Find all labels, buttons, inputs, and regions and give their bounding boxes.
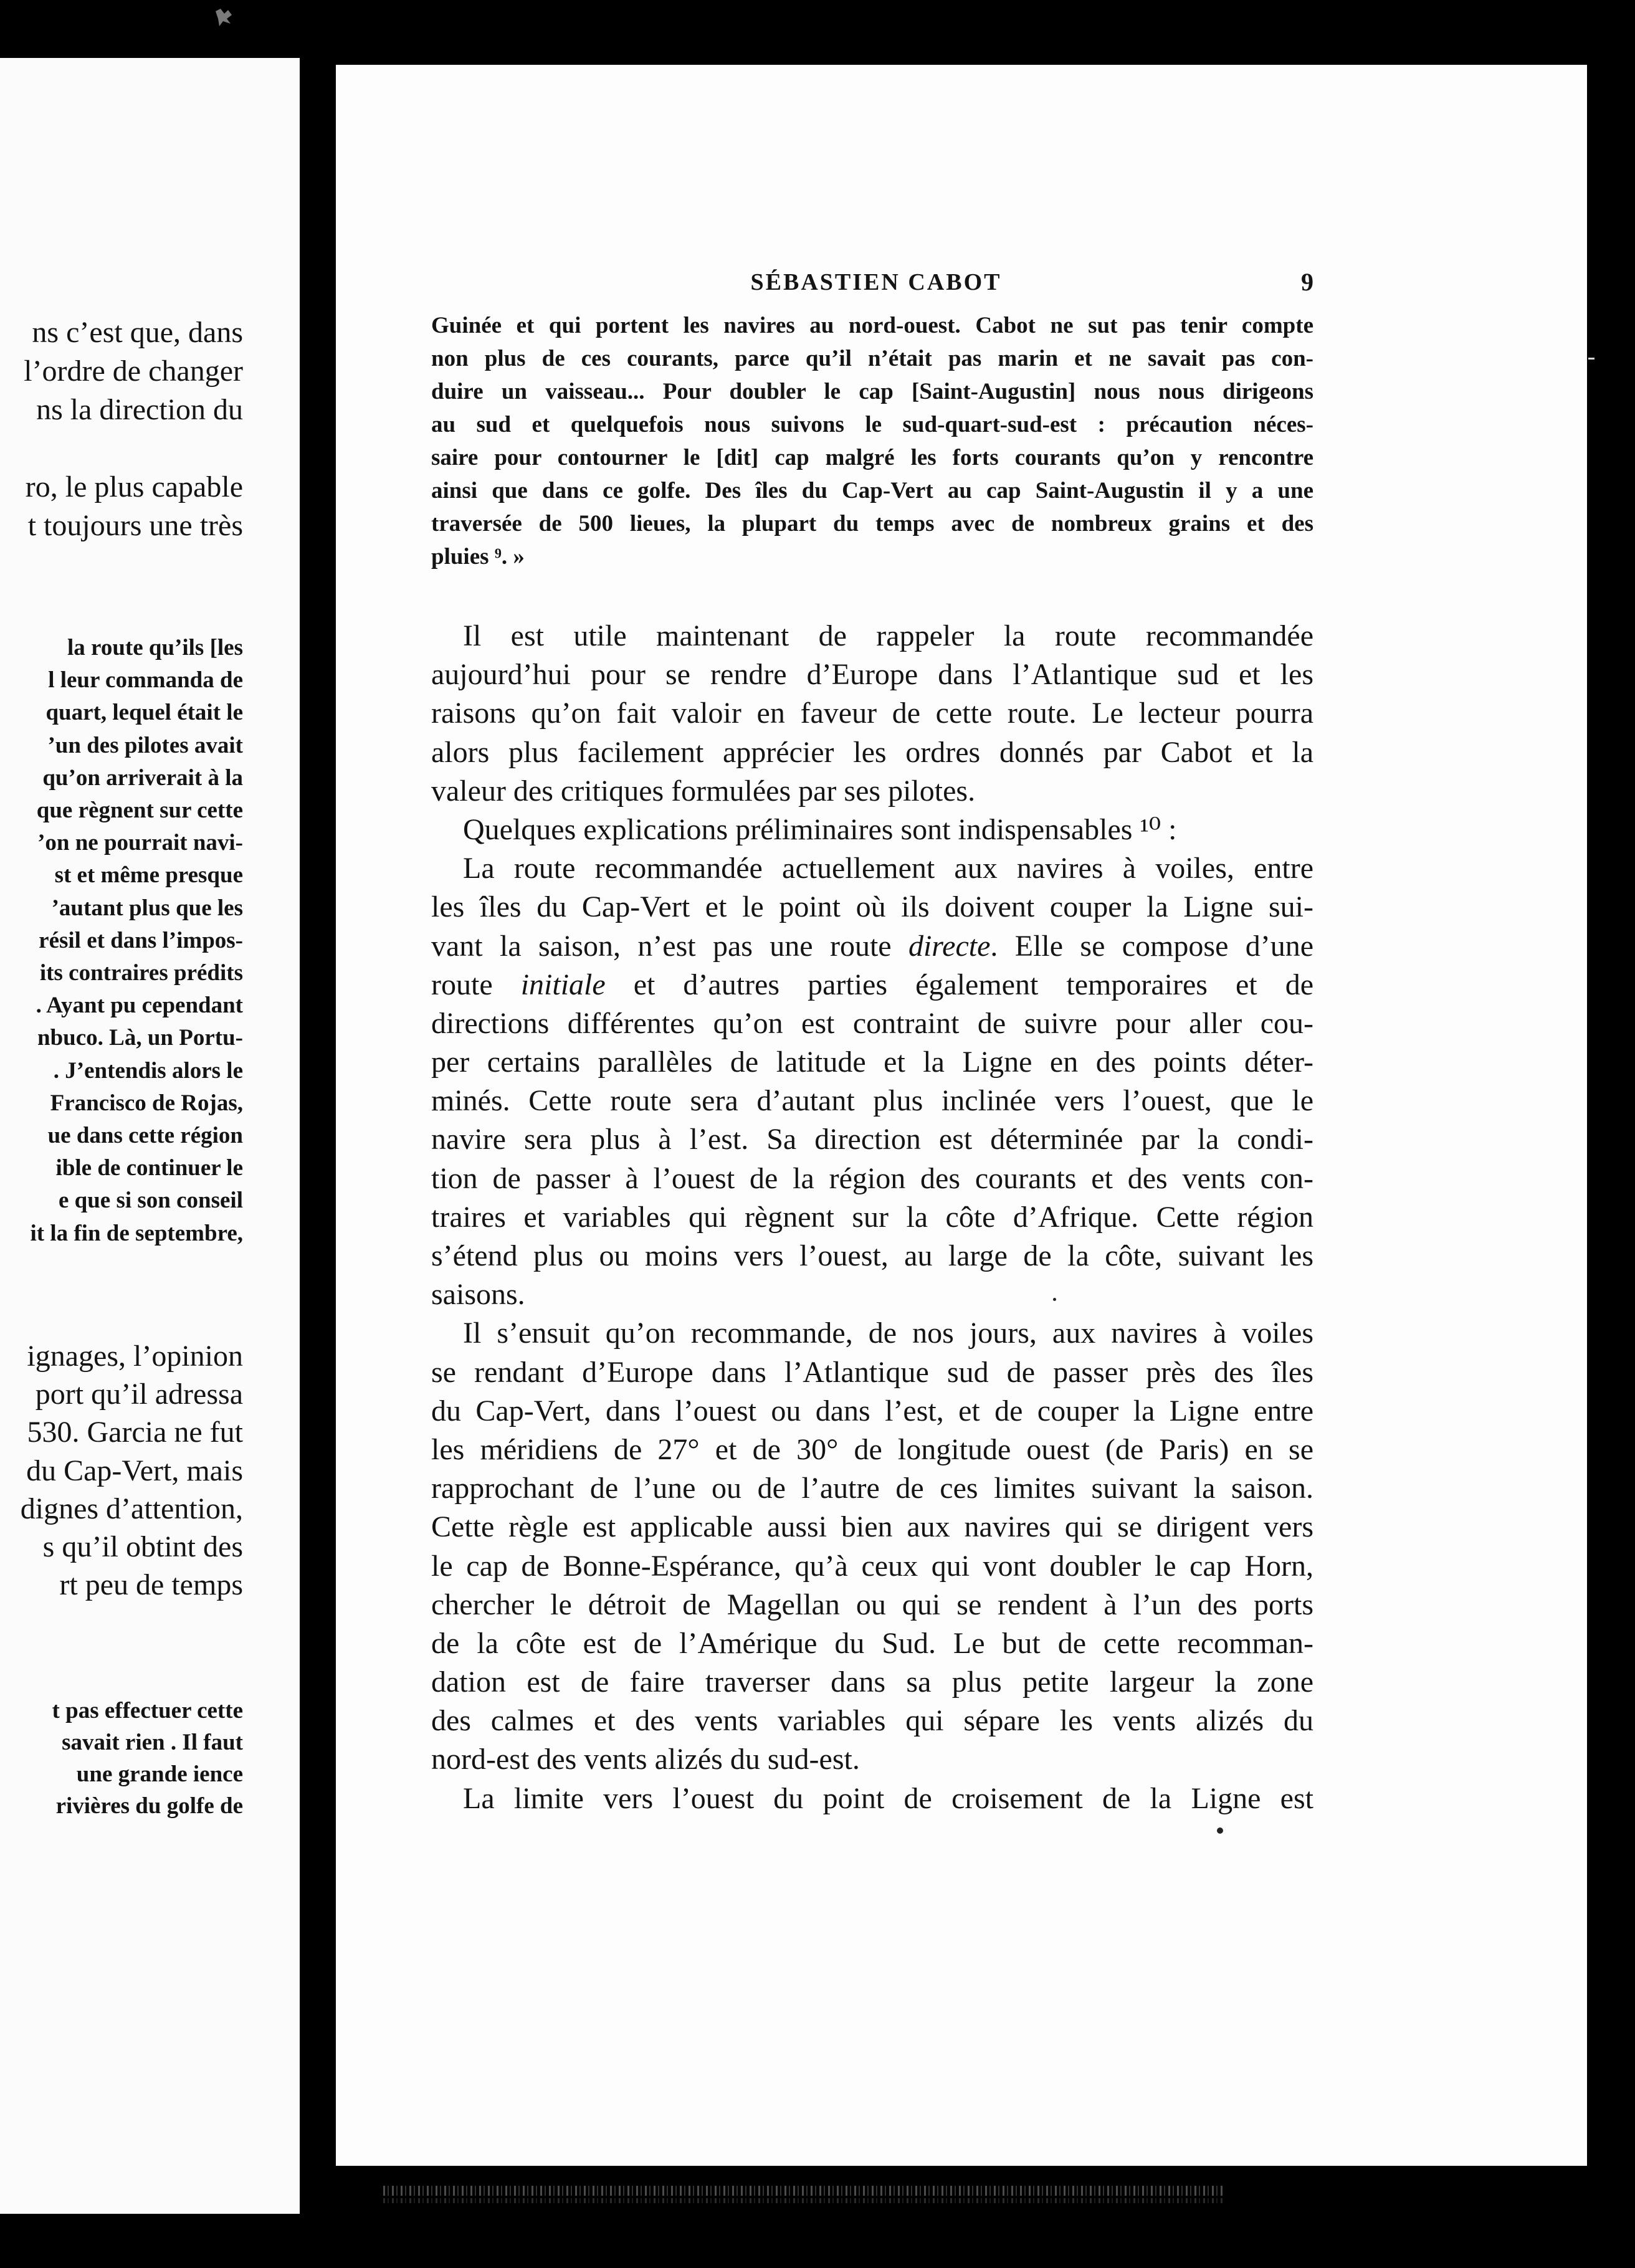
fragment-line: s qu’il obtint des <box>42 1530 243 1564</box>
fragment-line: ns c’est que, dans <box>32 316 243 349</box>
footnote-line: duire un vaisseau... Pour doubler le cap [Saint-Augustin] nous nous dirigeons <box>431 379 1313 404</box>
fragment-line: . Ayant pu cependant <box>36 993 243 1019</box>
text-line: traires et variables qui règnent sur la côte d’Afrique. Cette région <box>431 1200 1313 1234</box>
text-line: dation est de faire traverser dans sa plus petite largeur la zone <box>431 1665 1313 1699</box>
fragment-line: ns la direction du <box>36 393 243 426</box>
text-run: vant la saison, n’est pas une route <box>431 929 908 963</box>
text-run: route <box>431 968 521 1001</box>
ink-speck <box>1217 1827 1223 1834</box>
fragment-line: ro, le plus capable <box>25 470 243 503</box>
text-run: . Elle se compose d’une <box>990 929 1313 963</box>
right-page <box>336 65 1587 2166</box>
footnote-continuation <box>431 309 1313 573</box>
fragment-line: its contraires prédits <box>39 960 243 986</box>
text-line: alors plus facilement apprécier les ordres donnés par Cabot et la <box>431 735 1313 769</box>
text-line: per certains parallèles de latitude et la Ligne en des points déter- <box>431 1046 1313 1079</box>
text-line: s’étend plus ou moins vers l’ouest, au large de la côte, suivant les <box>431 1239 1313 1272</box>
fragment-line: t pas effectuer cette <box>52 1698 243 1723</box>
text-line: Il est utile maintenant de rappeler la route recommandée <box>463 619 1313 652</box>
text-line: rapprochant de l’une ou de l’autre de ces limites suivant la saison. <box>431 1472 1313 1505</box>
text-line: La limite vers l’ouest du point de croisement de la Ligne est <box>463 1781 1313 1815</box>
fragment-line: dignes d’attention, <box>20 1492 243 1525</box>
page-number: 9 <box>1301 268 1313 296</box>
paragraph <box>431 811 1313 849</box>
text-line: du Cap-Vert, dans l’ouest ou dans l’est, et de couper la Ligne entre <box>431 1394 1313 1427</box>
fragment-line: ible de continuer le <box>55 1155 243 1181</box>
fragment-line: 530. Garcia ne fut <box>27 1416 243 1449</box>
text-line: tion de passer à l’ouest de la région des courants et des vents con- <box>431 1161 1313 1195</box>
footnote-line: ainsi que dans ce golfe. Des îles du Cap-Vert au cap Saint-Augustin il y a une <box>431 478 1313 503</box>
fragment-line: ue dans cette région <box>47 1123 243 1149</box>
fragment-line: qu’on arriverait à la <box>42 765 243 791</box>
scan-noise <box>383 2198 1223 2203</box>
fragment-line: rt peu de temps <box>59 1568 243 1602</box>
left-page-body-text <box>0 1337 243 1604</box>
text-line: navire sera plus à l’est. Sa direction est déterminée par la condi- <box>431 1123 1313 1156</box>
text-line: valeur des critiques formulées par ses pilotes. <box>431 774 976 808</box>
text-line <box>431 927 1313 966</box>
running-head-title: SÉBASTIEN CABOT <box>750 269 1002 295</box>
fragment-line: du Cap-Vert, mais <box>26 1454 243 1487</box>
paragraph <box>431 849 1313 1314</box>
fragment-line: ’un des pilotes avait <box>47 732 243 758</box>
fragment-line: port qu’il adressa <box>35 1378 243 1411</box>
fragment-line: la route qu’ils [les <box>67 635 243 660</box>
fragment-line: l leur commanda de <box>48 667 243 693</box>
footnote-line: non plus de ces courants, parce qu’il n’était pas marin et ne savait pas con- <box>431 346 1313 371</box>
text-line: minés. Cette route sera d’autant plus inclinée vers l’ouest, que le <box>431 1084 1313 1118</box>
fragment-line: t toujours une très <box>27 509 243 542</box>
fragment-line: savait rien . Il faut <box>62 1730 243 1755</box>
text-line: La route recommandée actuellement aux navires à voiles, entre <box>463 852 1313 885</box>
text-line: les îles du Cap-Vert et le point où ils doivent couper la Ligne sui- <box>431 890 1313 924</box>
fragment-line: rivières du golfe de <box>55 1793 243 1819</box>
left-page-body-text <box>0 468 243 545</box>
text-line: Il s’ensuit qu’on recommande, de nos jours, aux navires à voiles <box>463 1317 1313 1350</box>
fragment-line: résil et dans l’impos- <box>39 927 243 953</box>
fragment-line: e que si son conseil <box>58 1188 243 1214</box>
text-line: se rendant d’Europe dans l’Atlantique sud de passer près des îles <box>431 1355 1313 1389</box>
italic-text-run: directe <box>908 929 991 963</box>
fragment-line: Francisco de Rojas, <box>50 1090 243 1116</box>
left-page-fragment <box>0 58 300 2214</box>
body-text <box>431 617 1313 1818</box>
paragraph <box>431 1314 1313 1779</box>
scan-smudge <box>212 5 237 30</box>
fragment-line: it la fin de septembre, <box>30 1220 243 1246</box>
fragment-line: ’on ne pourrait navi- <box>37 830 243 856</box>
text-line: chercher le détroit de Magellan ou qui se rendent à l’un des ports <box>431 1588 1313 1621</box>
footnote-line: saire pour contourner le [dit] cap malgré les forts courants qu’on y rencontre <box>431 445 1313 470</box>
left-page-body-text <box>0 313 243 429</box>
fragment-line: nbuco. Là, un Portu- <box>37 1025 243 1051</box>
text-line: saisons. <box>431 1278 525 1312</box>
text-line: raisons qu’on fait valoir en faveur de cette route. Le lecteur pourra <box>431 697 1313 730</box>
footnote-line: pluies ⁹. » <box>431 544 525 569</box>
fragment-line: ’autant plus que les <box>51 895 243 921</box>
left-page-footnote-text <box>0 632 243 1250</box>
paragraph <box>431 617 1313 811</box>
text-line: Cette règle est applicable aussi bien aux navires qui se dirigent vers <box>431 1510 1313 1544</box>
text-line: de la côte est de l’Amérique du Sud. Le but de cette recomman- <box>431 1626 1313 1660</box>
fragment-line: . J’entendis alors le <box>53 1057 243 1084</box>
italic-text-run: initiale <box>520 968 606 1001</box>
fragment-line: st et même presque <box>54 862 243 889</box>
fragment-line: l’ordre de changer <box>24 355 243 388</box>
fragment-line: ignages, l’opinion <box>27 1340 243 1373</box>
scan-edge-mark <box>1588 358 1594 360</box>
scan-noise <box>383 2186 1223 2196</box>
fragment-line: que règnent sur cette <box>36 798 243 824</box>
text-line: aujourd’hui pour se rendre d’Europe dans l’Atlantique sud et les <box>431 658 1313 692</box>
fragment-line: quart, lequel était le <box>45 700 243 726</box>
text-line: les méridiens de 27° et de 30° de longitude ouest (de Paris) en se <box>431 1432 1313 1466</box>
left-page-footnote-text <box>0 1695 243 1822</box>
text-line: le cap de Bonne-Espérance, qu’à ceux qui vont doubler le cap Horn, <box>431 1549 1313 1583</box>
text-run: et d’autres parties également temporaires et de <box>605 968 1313 1001</box>
paragraph <box>431 1780 1313 1818</box>
ink-speck <box>1053 1298 1056 1301</box>
footnote-line: Guinée et qui portent les navires au nord-ouest. Cabot ne sut pas tenir compte <box>431 313 1313 338</box>
text-line: directions différentes qu’on est contraint de suivre pour aller cou- <box>431 1006 1313 1040</box>
footnote-line: traversée de 500 lieues, la plupart du temps avec de nombreux grains et des <box>431 511 1313 536</box>
fragment-line: une grande ience <box>76 1761 243 1787</box>
text-line: nord-est des vents alizés du sud-est. <box>431 1743 860 1776</box>
text-line: des calmes et des vents variables qui sépare les vents alizés du <box>431 1704 1313 1738</box>
footnote-line: au sud et quelquefois nous suivons le sud-quart-sud-est : précaution néces- <box>431 412 1313 437</box>
text-line: Quelques explications préliminaires sont indispensables ¹⁰ : <box>463 812 1177 846</box>
text-line <box>431 966 1313 1004</box>
